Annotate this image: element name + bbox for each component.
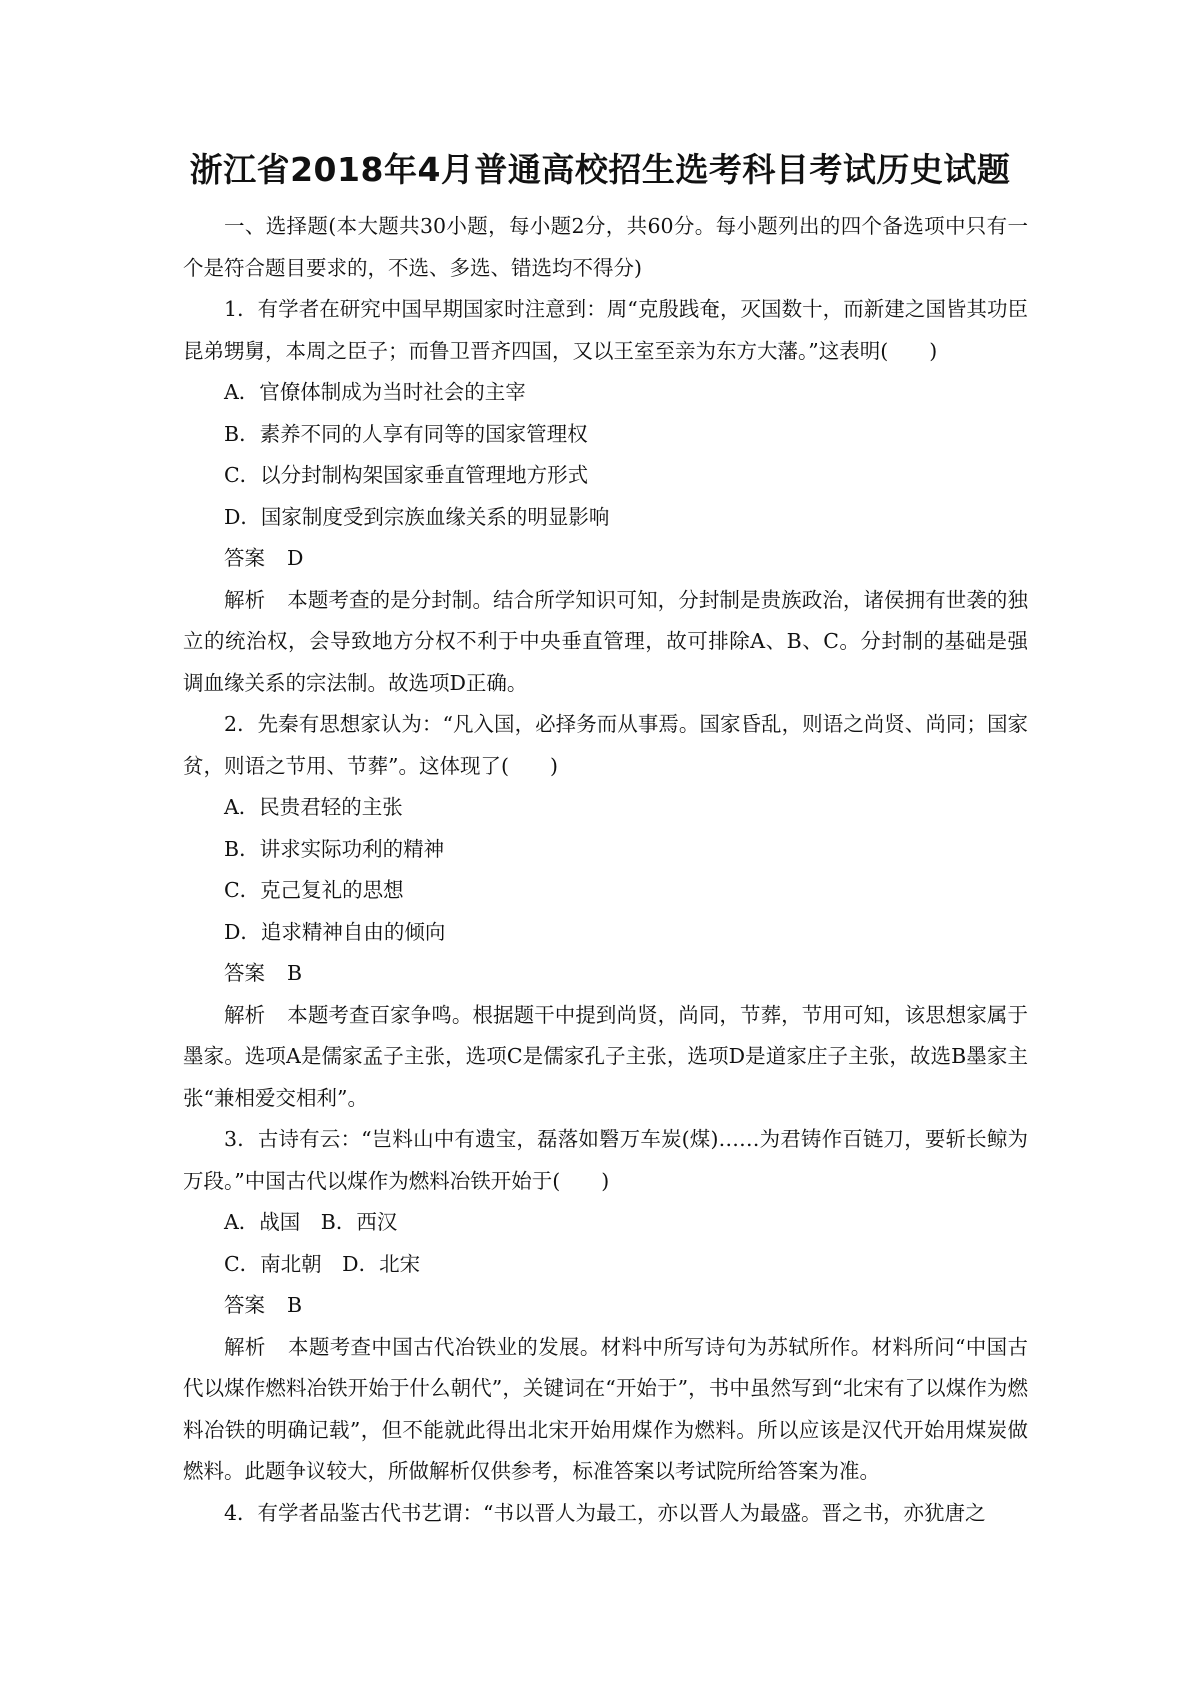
analysis-text: 本题考查中国古代冶铁业的发展。材料中所写诗句为苏轼所作。材料所问“中国古代以煤作燃料冶铁开始于什么朝代”，关键词在“开始于”，书中虽然写到“北宋有了以煤作为燃料冶铁的明确记载”，但不能就此得出北宋开始用煤作为燃料。所以应该是汉代开始用煤炭做燃料。此题争议较大，所做解析仅供参考，标准答案以考试院所给答案为准。 — [183, 1334, 1028, 1483]
answer-value: D — [287, 546, 304, 570]
option-d: D．追求精神自由的倾向 — [224, 919, 446, 944]
option-b: B．素养不同的人享有同等的国家管理权 — [224, 421, 588, 446]
analysis-label: 解析 — [224, 1334, 266, 1359]
question-stem: 2．先秦有思想家认为：“凡入国，必择务而从事焉。国家昏乱，则语之尚贤、尚同；国家贫，则语之节用、节葬”。这体现了( ) — [183, 712, 1028, 778]
option-c: C．克己复礼的思想 — [224, 878, 404, 902]
section-intro: 一、选择题(本大题共30小题，每小题2分，共60分。每小题列出的四个备选项中只有一个是符合题目要求的，不选、多选、错选均不得分) — [183, 214, 1028, 280]
analysis-paragraph — [183, 580, 1028, 705]
answer-label: 答案 — [224, 546, 265, 570]
answer-line — [183, 1285, 1028, 1327]
option-b: B．讲求实际功利的精神 — [224, 836, 445, 861]
answer-label: 答案 — [224, 961, 265, 985]
analysis-text: 本题考查的是分封制。结合所学知识可知，分封制是贵族政治，诸侯拥有世袭的独立的统治权，会导致地方分权不利于中央垂直管理，故可排除A、B、C。分封制的基础是强调血缘关系的宗法制。故选项D正确。 — [183, 587, 1029, 695]
answer-value: B — [287, 1293, 303, 1317]
analysis-label: 解析 — [224, 587, 266, 612]
option-d: D．国家制度受到宗族血缘关系的明显影响 — [224, 504, 610, 529]
option-c: C．以分封制构架国家垂直管理地方形式 — [224, 463, 589, 487]
analysis-paragraph — [183, 995, 1028, 1120]
question-stem: 4．有学者品鉴古代书艺谓：“书以晋人为最工，亦以晋人为最盛。晋之书，亦犹唐之 — [224, 1500, 986, 1525]
option-a: A．官僚体制成为当时社会的主宰 — [224, 380, 526, 404]
answer-line — [183, 953, 1028, 995]
answer-label: 答案 — [224, 1293, 265, 1317]
analysis-paragraph — [183, 1327, 1028, 1493]
page-title: 浙江省2018年4月普通高校招生选考科目考试历史试题 — [189, 150, 1011, 189]
question-3 — [183, 1119, 1028, 1493]
question-1 — [183, 289, 1028, 704]
question-stem: 3．古诗有云：“岂料山中有遗宝，磊落如䃜万车炭(煤)……为君铸作百链刀，要斩长鲸为万段。”中国古代以煤作为燃料冶铁开始于( ) — [183, 1127, 1028, 1193]
answer-line — [183, 538, 1028, 580]
option-row-ab: A．战国 B．西汉 — [224, 1210, 398, 1234]
analysis-text: 本题考查百家争鸣。根据题干中提到尚贤，尚同，节葬，节用可知，该思想家属于墨家。选项A是儒家孟子主张，选项C是儒家孔子主张，选项D是道家庄子主张，故选B墨家主张“兼相爱交相利”。 — [183, 1002, 1029, 1110]
question-2 — [183, 704, 1028, 1119]
option-a: A．民贵君轻的主张 — [224, 795, 403, 819]
question-4 — [183, 1493, 1028, 1535]
option-row-cd: C．南北朝 D．北宋 — [224, 1251, 421, 1276]
analysis-label: 解析 — [224, 1002, 266, 1027]
question-stem: 1．有学者在研究中国早期国家时注意到：周“克殷践奄，灭国数十，而新建之国皆其功臣昆弟甥舅，本周之臣子；而鲁卫晋齐四国，又以王室至亲为东方大藩。”这表明( ) — [183, 297, 1028, 363]
answer-value: B — [287, 961, 303, 985]
exam-body — [183, 206, 1028, 1534]
